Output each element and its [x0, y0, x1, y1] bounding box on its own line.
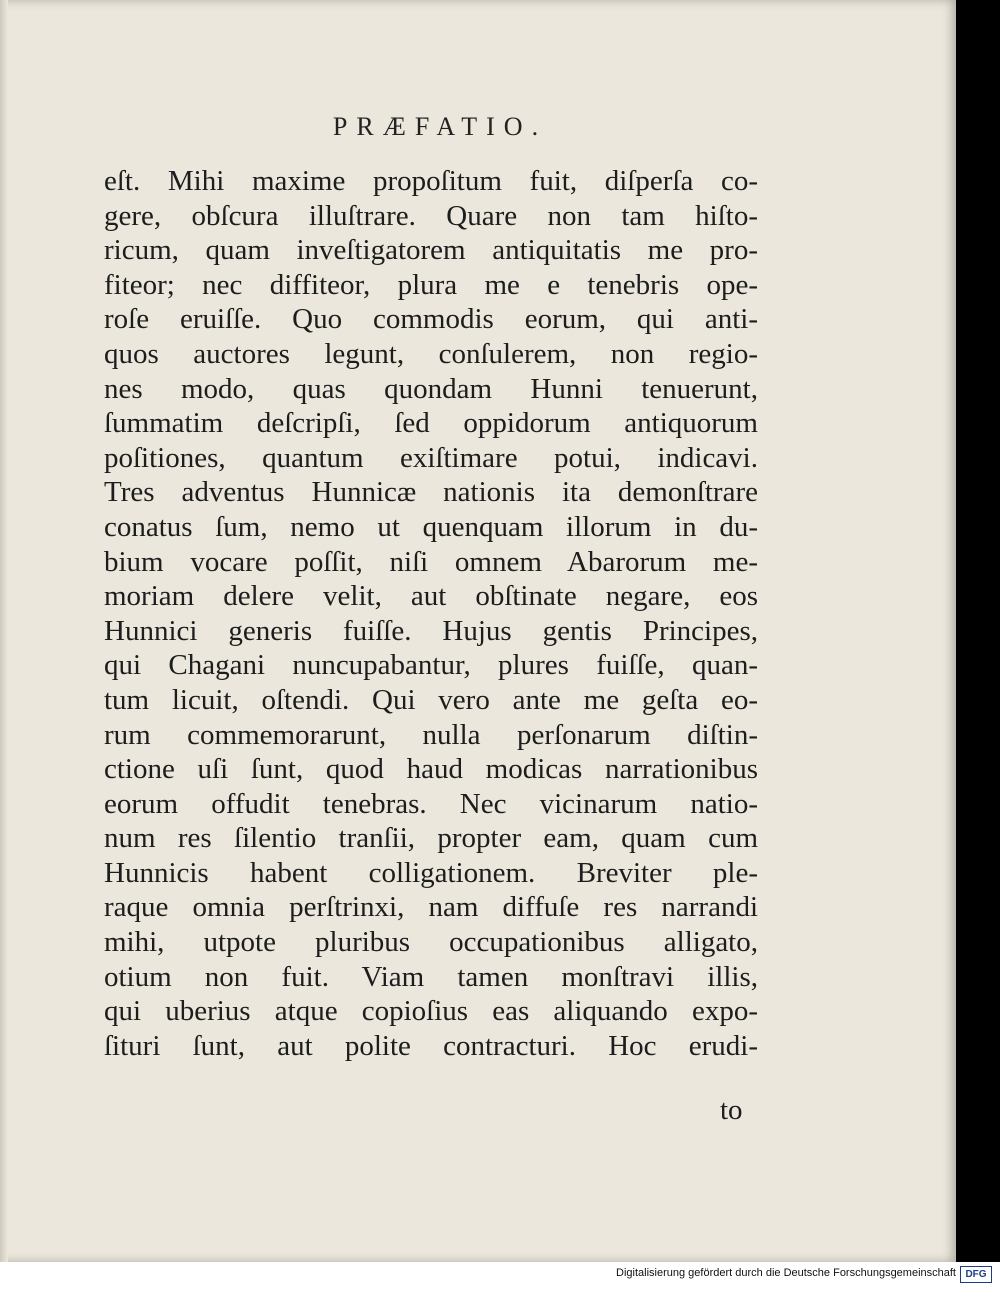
text-line: otium non fuit. Viam tamen monſtravi illis, — [104, 960, 758, 993]
dfg-logo: DFG — [960, 1266, 992, 1283]
text-line: qui uberius atque copioſius eas aliquando expo- — [104, 995, 758, 1028]
text-line: roſe eruiſſe. Quo commodis eorum, qui anti- — [104, 303, 758, 336]
text-line: rum commemorarunt, nulla perſonarum diſtin- — [104, 718, 758, 751]
text-line: poſitiones, quantum exiſtimare potui, indicavi. — [104, 441, 758, 474]
text-line: mihi, utpote pluribus occupationibus alligato, — [104, 926, 758, 959]
text-line: ſummatim deſcripſi, ſed oppidorum antiquorum — [104, 407, 758, 440]
text-line: moriam delere velit, aut obſtinate negare, eos — [104, 580, 758, 613]
text-line: gere, obſcura illuſtrare. Quare non tam hiſto- — [104, 199, 758, 232]
text-line: ſituri ſunt, aut polite contracturi. Hoc erudi- — [104, 1029, 758, 1062]
catchword: to — [720, 1094, 743, 1126]
text-line: raque omnia perſtrinxi, nam diffuſe res narrandi — [104, 891, 758, 924]
funding-credit: Digitalisierung gefördert durch die Deutsche Forschungsgemeinschaft — [616, 1267, 956, 1279]
text-line: qui Chagani nuncupabantur, plures fuiſſe, quan- — [104, 649, 758, 682]
text-line: ctione uſi ſunt, quod haud modicas narrationibus — [104, 753, 758, 786]
text-line: eorum offudit tenebras. Nec vicinarum natio- — [104, 787, 758, 820]
text-line: num res ſilentio tranſii, propter eam, quam cum — [104, 822, 758, 855]
text-line: Hunnici generis fuiſſe. Hujus gentis Principes, — [104, 614, 758, 647]
text-line: tum licuit, oſtendi. Qui vero ante me geſta eo- — [104, 683, 758, 716]
body-text — [104, 164, 758, 1063]
text-line: Hunnicis habent colligationem. Breviter ple- — [104, 856, 758, 889]
text-line: conatus ſum, nemo ut quenquam illorum in du- — [104, 510, 758, 543]
text-line: eſt. Mihi maxime propoſitum fuit, diſperſa co- — [104, 165, 758, 197]
text-line: Tres adventus Hunnicæ nationis ita demonſtrare — [104, 476, 758, 509]
text-line: bium vocare poſſit, niſi omnem Abarorum me- — [104, 545, 758, 578]
text-line: nes modo, quas quondam Hunni tenuerunt, — [104, 372, 758, 405]
text-line: quos auctores legunt, conſulerem, non regio- — [104, 337, 758, 370]
running-head: PRÆFATIO. — [332, 112, 548, 141]
text-line: fiteor; nec diffiteor, plura me e tenebris ope- — [104, 268, 758, 301]
text-line: ricum, quam inveſtigatorem antiquitatis me pro- — [104, 234, 758, 267]
footer-bar — [0, 1262, 1000, 1289]
